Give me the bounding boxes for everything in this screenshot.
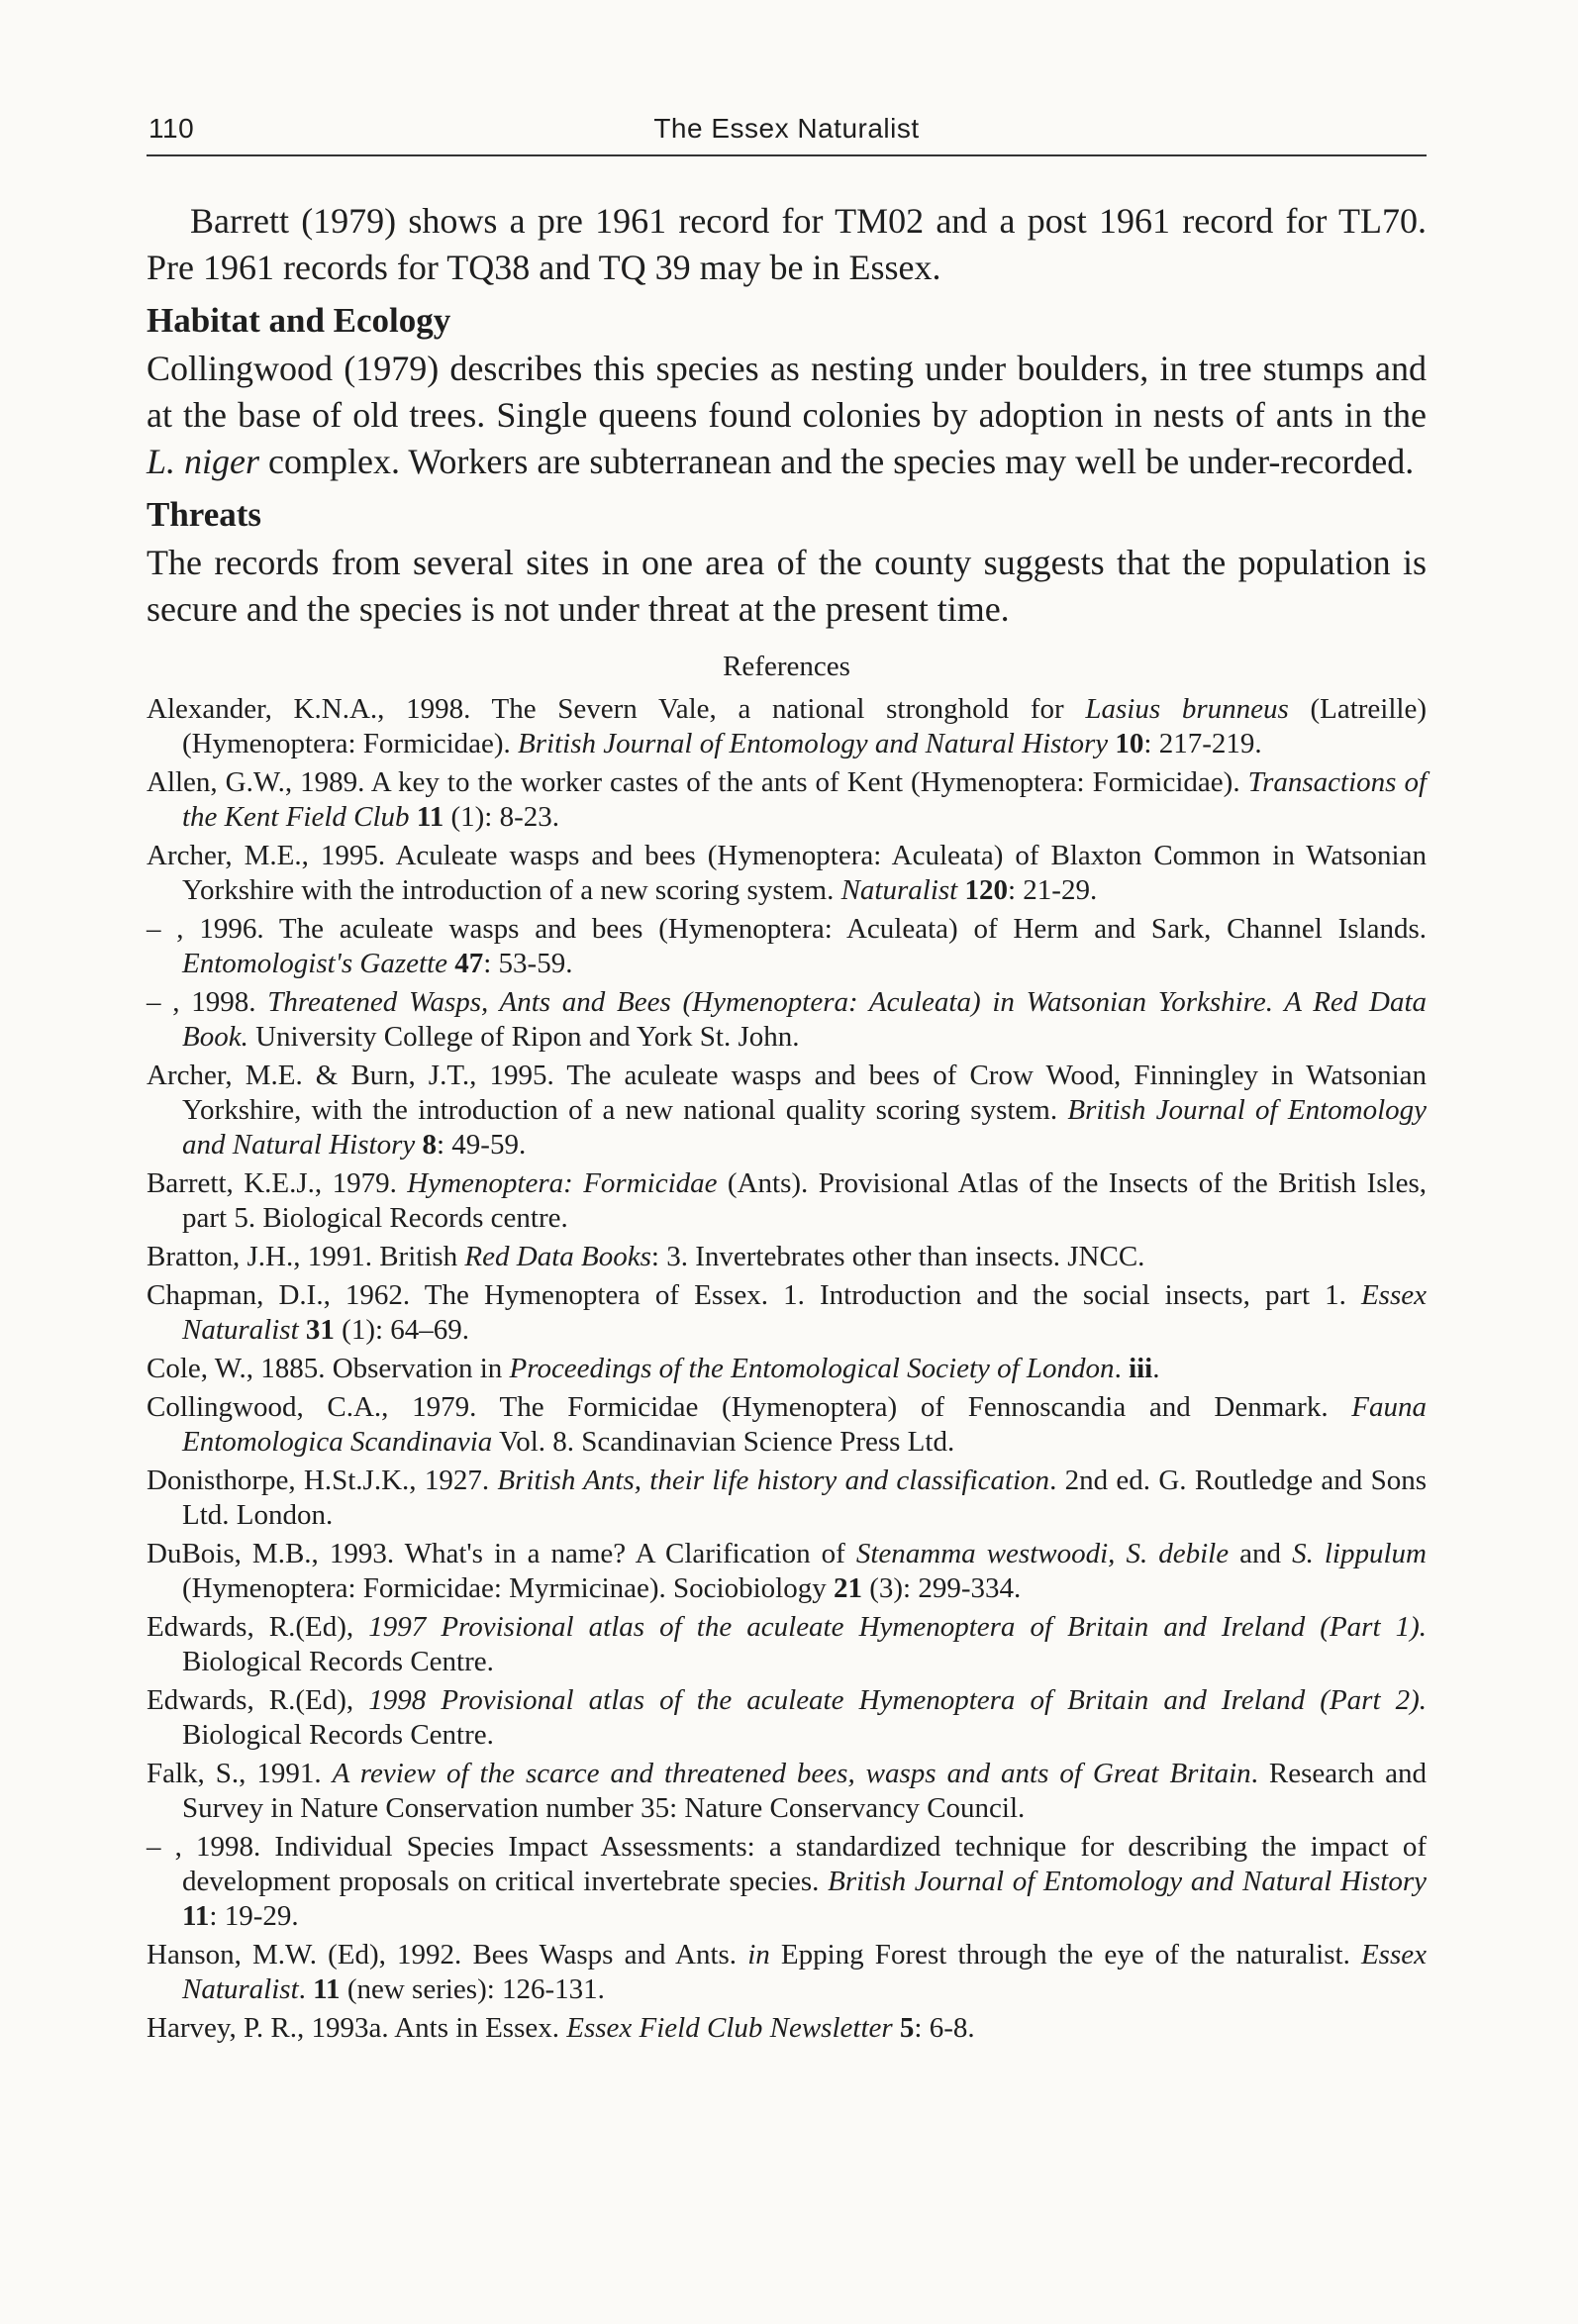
page-number: 110 xyxy=(148,113,195,144)
reference-segment: Bratton, J.H., 1991. British xyxy=(147,1241,465,1272)
reference-segment xyxy=(415,1129,422,1161)
reference-entry xyxy=(147,985,1427,1055)
reference-segment: (Latreille) (Hymenoptera: Formicidae). xyxy=(182,693,1428,759)
reference-segment: Falk, S., 1991. xyxy=(147,1758,333,1789)
reference-segment: – , 1998. Individual Species Impact Assessments: a standardized technique for describing the impact of development proposals on critical invertebrate species. xyxy=(147,1831,1427,1897)
reference-segment xyxy=(299,1314,306,1346)
reference-segment: Naturalist xyxy=(840,874,958,906)
reference-segment: . 2nd ed. G. Routledge and Sons Ltd. London. xyxy=(182,1465,1427,1531)
reference-segment: Threatened Wasps, Ants and Bees (Hymenoptera: Aculeata) in Watsonian Yorkshire. A Red Data Book. xyxy=(182,986,1428,1053)
reference-segment: Biological Records Centre. xyxy=(182,1719,494,1751)
reference-segment: Essex Naturalist xyxy=(182,1279,1427,1346)
threats-heading: Threats xyxy=(147,495,262,534)
reference-segment: Harvey, P. R., 1993a. Ants in Essex. xyxy=(147,2012,567,2044)
reference-entry xyxy=(147,1537,1427,1606)
reference-segment: : 49-59. xyxy=(437,1129,527,1161)
reference-segment: : 3. Invertebrates other than insects. JNCC. xyxy=(650,1241,1145,1272)
reference-entry xyxy=(147,912,1427,981)
reference-entry xyxy=(147,839,1427,908)
reference-segment: . xyxy=(1114,1353,1130,1384)
reference-entry xyxy=(147,1278,1427,1348)
reference-segment: Edwards, R.(Ed), xyxy=(147,1684,369,1716)
reference-entry xyxy=(147,1240,1427,1274)
habitat-species-name: L. niger xyxy=(147,442,260,481)
reference-segment: S. lippulum xyxy=(1292,1538,1427,1569)
reference-segment: (Ants). Provisional Atlas of the Insects of the British Isles, part 5. Biological Records centre. xyxy=(182,1167,1427,1234)
reference-segment: Alexander, K.N.A., 1998. The Severn Vale, a national stronghold for xyxy=(147,693,1086,725)
habitat-heading: Habitat and Ecology xyxy=(147,301,451,340)
reference-segment: Edwards, R.(Ed), xyxy=(147,1611,369,1643)
reference-segment: (3): 299-334. xyxy=(861,1572,1022,1604)
reference-entry xyxy=(147,1938,1427,2007)
reference-segment: Donisthorpe, H.St.J.K., 1927. xyxy=(147,1465,498,1496)
reference-segment: Collingwood, C.A., 1979. The Formicidae (Hymenoptera) of Fennoscandia and Denmark. xyxy=(147,1391,1352,1423)
reference-segment: – , 1998. xyxy=(147,986,268,1018)
threats-paragraph: The records from several sites in one area of the county suggests that the population is secure and the species is not under threat at the present time. xyxy=(147,543,1427,629)
reference-segment: A review of the scarce and threatened bees, wasps and ants of Great Britain xyxy=(332,1758,1251,1789)
reference-segment: British Journal of Entomology and Natural History xyxy=(828,1866,1427,1897)
reference-segment: Entomologist's Gazette xyxy=(182,948,447,979)
habitat-text-2: complex. Workers are subterranean and the species may well be under-recorded. xyxy=(259,442,1415,481)
reference-segment: Lasius brunneus xyxy=(1085,693,1289,725)
reference-segment: Cole, W., 1885. Observation in xyxy=(147,1353,510,1384)
reference-segment: Hymenoptera: Formicidae xyxy=(407,1167,718,1199)
reference-entry xyxy=(147,1390,1427,1460)
habitat-text-1: Collingwood (1979) describes this species as nesting under boulders, in tree stumps and at the base of old trees. Single queens found colonies by adoption in nests of ants in the xyxy=(147,349,1427,435)
reference-segment: . Research and Survey in Nature Conservation number 35: Nature Conservancy Council. xyxy=(182,1758,1427,1824)
reference-entry xyxy=(147,765,1427,835)
reference-segment: : 217-219. xyxy=(1143,728,1262,759)
reference-entry xyxy=(147,1757,1427,1826)
reference-segment: 1998 Provisional atlas of the aculeate Hymenoptera of Britain and Ireland (Part 2). xyxy=(368,1684,1428,1716)
reference-entry xyxy=(147,1352,1427,1386)
reference-segment: Chapman, D.I., 1962. The Hymenoptera of Essex. 1. Introduction and the social insects, part 1. xyxy=(147,1279,1361,1311)
reference-segment: 31 xyxy=(305,1314,335,1346)
reference-segment: 10 xyxy=(1115,728,1144,759)
reference-entry xyxy=(147,1059,1427,1162)
reference-segment: Hanson, M.W. (Ed), 1992. Bees Wasps and Ants. xyxy=(147,1939,748,1970)
reference-segment: iii xyxy=(1129,1353,1153,1384)
reference-segment: Archer, M.E., 1995. Aculeate wasps and bees (Hymenoptera: Aculeata) of Blaxton Common in Watsonian Yorkshire with the introduction of a new scoring system. xyxy=(147,840,1427,906)
reference-segment: 11 xyxy=(416,801,444,833)
reference-segment xyxy=(893,2012,900,2044)
reference-segment: in xyxy=(747,1939,770,1970)
reference-segment: Barrett, K.E.J., 1979. xyxy=(147,1167,408,1199)
reference-entry xyxy=(147,692,1427,761)
reference-segment: Essex Field Club Newsletter xyxy=(566,2012,893,2044)
reference-segment: 8 xyxy=(422,1129,437,1161)
habitat-paragraph xyxy=(147,346,1427,485)
reference-segment: 11 xyxy=(182,1900,210,1932)
reference-segment: . xyxy=(298,1973,314,2005)
reference-segment: – , 1996. The aculeate wasps and bees (Hymenoptera: Aculeata) of Herm and Sark, Channel Islands. xyxy=(147,913,1427,945)
reference-segment: . xyxy=(1152,1353,1160,1384)
reference-segment xyxy=(957,874,964,906)
references-heading: References xyxy=(723,651,850,682)
reference-segment xyxy=(410,801,417,833)
reference-segment: (Hymenoptera: Formicidae: Myrmicinae). Sociobiology xyxy=(182,1572,834,1604)
reference-segment: Red Data Books xyxy=(464,1241,651,1272)
reference-segment: : 53-59. xyxy=(483,948,573,979)
reference-segment: Fauna Entomologica Scandinavia xyxy=(182,1391,1427,1458)
reference-segment: and xyxy=(1229,1538,1293,1569)
reference-segment: Epping Forest through the eye of the naturalist. xyxy=(769,1939,1361,1970)
reference-segment: Allen, G.W., 1989. A key to the worker castes of the ants of Kent (Hymenoptera: Formicidae). xyxy=(147,766,1248,798)
reference-segment: Essex Naturalist xyxy=(182,1939,1427,2005)
running-head xyxy=(147,109,1427,156)
reference-segment: Vol. 8. Scandinavian Science Press Ltd. xyxy=(492,1426,955,1458)
reference-segment: University College of Ripon and York St. John. xyxy=(247,1021,800,1053)
reference-segment: (1): 64–69. xyxy=(334,1314,470,1346)
reference-entry xyxy=(147,1830,1427,1934)
reference-entry xyxy=(147,2011,1427,2046)
reference-segment: 11 xyxy=(313,1973,341,2005)
reference-entry xyxy=(147,1610,1427,1679)
reference-segment: British Journal of Entomology and Natural History xyxy=(182,1094,1427,1161)
journal-title: The Essex Naturalist xyxy=(653,113,920,144)
reference-segment: Archer, M.E. & Burn, J.T., 1995. The aculeate wasps and bees of Crow Wood, Finningley in Watsonian Yorkshire, with the introduction of a new national quality scoring system. xyxy=(147,1060,1427,1126)
reference-segment: : 21-29. xyxy=(1008,874,1098,906)
reference-segment: British Journal of Entomology and Natural History xyxy=(518,728,1109,759)
reference-segment: British Ants, their life history and classification xyxy=(497,1465,1050,1496)
reference-segment: (new series): 126-131. xyxy=(340,1973,605,2005)
reference-segment: Biological Records Centre. xyxy=(182,1646,494,1677)
reference-segment: 120 xyxy=(964,874,1008,906)
reference-segment: : 6-8. xyxy=(914,2012,975,2044)
reference-segment: 47 xyxy=(454,948,484,979)
reference-entry xyxy=(147,1683,1427,1753)
reference-segment: Stenamma westwoodi, S. debile xyxy=(855,1538,1230,1569)
reference-list xyxy=(147,692,1427,2046)
reference-segment: : 19-29. xyxy=(209,1900,299,1932)
reference-segment: 21 xyxy=(833,1572,862,1604)
reference-segment: 1997 Provisional atlas of the aculeate Hymenoptera of Britain and Ireland (Part 1). xyxy=(368,1611,1428,1643)
intro-paragraph: Barrett (1979) shows a pre 1961 record for TM02 and a post 1961 record for TL70. Pre 1961 records for TQ38 and TQ 39 may be in Essex. xyxy=(147,201,1427,287)
reference-segment: Proceedings of the Entomological Society of London xyxy=(509,1353,1115,1384)
reference-segment: (1): 8-23. xyxy=(444,801,559,833)
reference-segment: 5 xyxy=(899,2012,915,2044)
reference-segment: DuBois, M.B., 1993. What's in a name? A Clarification of xyxy=(147,1538,856,1569)
reference-entry xyxy=(147,1166,1427,1236)
article-body xyxy=(147,198,1427,2050)
reference-segment: Transactions of the Kent Field Club xyxy=(182,766,1428,833)
reference-entry xyxy=(147,1464,1427,1533)
